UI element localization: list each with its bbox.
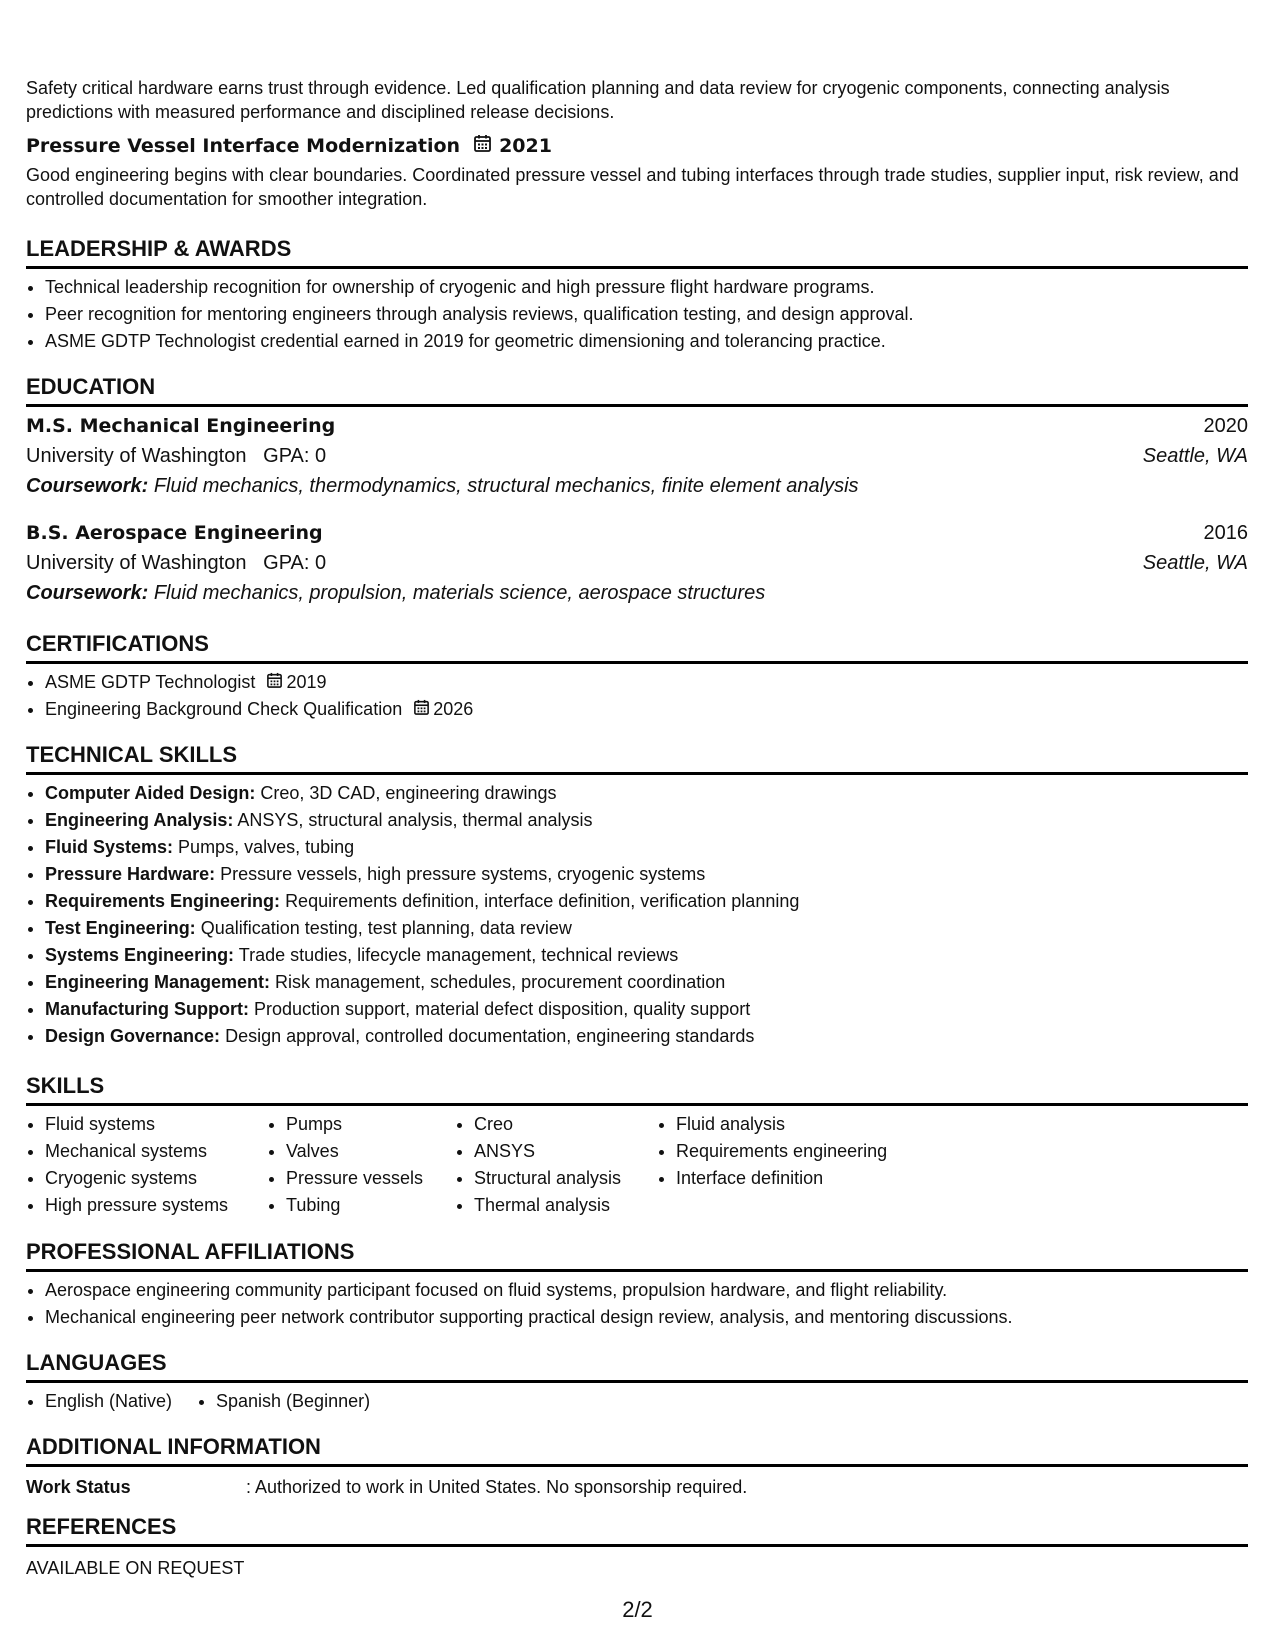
list-item <box>45 1023 1248 1050</box>
list-item: • High pressure systems <box>45 1192 262 1219</box>
section-languages <box>26 1349 1248 1415</box>
calendar-icon <box>474 134 491 158</box>
list-item <box>45 861 1248 888</box>
calendar-icon <box>267 669 282 696</box>
skills-column <box>657 1111 936 1219</box>
section-divider <box>26 266 1248 269</box>
list-item: • Structural analysis <box>474 1165 649 1192</box>
list-item <box>45 915 1248 942</box>
section-divider <box>26 1464 1248 1467</box>
references-text: AVAILABLE ON REQUEST <box>26 1558 245 1578</box>
coursework: Fluid mechanics, propulsion, materials science, aerospace structures <box>153 582 766 604</box>
work-status-value: : Authorized to work in United States. No sponsorship required. <box>246 1477 748 1497</box>
section-heading: CERTIFICATIONS <box>26 631 209 656</box>
section-divider <box>26 661 1248 664</box>
skill-category: Design Governance: <box>45 1026 221 1046</box>
skill-category: Requirements Engineering: <box>45 891 281 911</box>
skill-category: Fluid Systems: <box>45 837 174 857</box>
skill-values: Requirements definition, interface definition, verification planning <box>285 891 800 911</box>
list-item <box>45 942 1248 969</box>
list-item <box>45 888 1248 915</box>
coursework-label: Coursework: <box>26 475 149 497</box>
skills-column <box>267 1111 449 1219</box>
affiliations-list <box>26 1277 1248 1331</box>
skill-values: ANSYS, structural analysis, thermal analysis <box>237 810 593 830</box>
list-item: • Cryogenic systems <box>45 1165 262 1192</box>
coursework: Fluid mechanics, thermodynamics, structural mechanics, finite element analysis <box>153 475 859 497</box>
work-status-label: Work Status <box>26 1477 131 1497</box>
section-divider <box>26 1103 1248 1106</box>
degree-title: M.S. Mechanical Engineering <box>26 415 336 437</box>
section-divider <box>26 1269 1248 1272</box>
list-item: • Creo <box>474 1111 649 1138</box>
coursework-label: Coursework: <box>26 582 149 604</box>
skill-values: Pumps, valves, tubing <box>178 837 355 857</box>
list-item: • Requirements engineering <box>676 1138 936 1165</box>
list-item: • ASME GDTP Technologist credential earned in 2019 for geometric dimensioning and tolerancing practice. <box>45 328 1248 355</box>
calendar-icon <box>414 696 429 723</box>
project-year: 2021 <box>499 135 552 157</box>
skills-columns <box>26 1111 1248 1219</box>
section-skills <box>26 1072 1248 1219</box>
leadership-list <box>26 274 1248 355</box>
list-item: • Peer recognition for mentoring engineers through analysis reviews, qualification testing, and design approval. <box>45 301 1248 328</box>
section-divider <box>26 1380 1248 1383</box>
gpa: GPA: 0 <box>263 445 327 467</box>
skill-values: Creo, 3D CAD, engineering drawings <box>260 783 557 803</box>
education-entry <box>26 518 1248 608</box>
certification-name: • ASME GDTP Technologist <box>45 672 256 692</box>
list-item: • Thermal analysis <box>474 1192 649 1219</box>
project-description: Good engineering begins with clear boundaries. Coordinated pressure vessel and tubing interfaces through trade studies, supplier input, risk review, and controlled documentation for smoother integration. <box>26 165 1239 209</box>
section-heading: TECHNICAL SKILLS <box>26 742 238 767</box>
skills-column <box>455 1111 649 1219</box>
list-item <box>45 969 1248 996</box>
list-item: • Interface definition <box>676 1165 936 1192</box>
languages-list <box>26 1388 1248 1415</box>
section-heading: EDUCATION <box>26 374 156 399</box>
section-heading: REFERENCES <box>26 1514 177 1539</box>
list-item: • Fluid systems <box>45 1111 262 1138</box>
skill-values: Qualification testing, test planning, data review <box>200 918 572 938</box>
graduation-year: 2016 <box>1203 522 1248 544</box>
section-leadership <box>26 235 1248 355</box>
list-item <box>45 996 1248 1023</box>
section-heading: ADDITIONAL INFORMATION <box>26 1434 321 1459</box>
certification-year: 2026 <box>433 699 474 719</box>
section-education <box>26 373 1248 407</box>
graduation-year: 2020 <box>1203 415 1248 437</box>
list-item: • Spanish (Beginner) <box>216 1388 370 1415</box>
list-item <box>45 696 1248 723</box>
page-number: 2/2 <box>622 1597 653 1622</box>
section-technical-skills <box>26 741 1248 1050</box>
school-name: University of Washington <box>26 552 247 574</box>
skill-category: Engineering Management: <box>45 972 271 992</box>
list-item: • Valves <box>286 1138 449 1165</box>
list-item: • Technical leadership recognition for ownership of cryogenic and high pressure flight hardware programs. <box>45 274 1248 301</box>
list-item: • English (Native) <box>45 1388 197 1415</box>
school-location: Seattle, WA <box>1142 552 1248 574</box>
skill-category: Computer Aided Design: <box>45 783 256 803</box>
technical-skills-list <box>26 780 1248 1050</box>
section-certifications <box>26 630 1248 723</box>
list-item <box>45 669 1248 696</box>
project-entry <box>26 76 1248 124</box>
section-affiliations <box>26 1238 1248 1331</box>
list-item: • Pressure vessels <box>286 1165 449 1192</box>
skill-category: Manufacturing Support: <box>45 999 249 1019</box>
project-description: Safety critical hardware earns trust through evidence. Led qualification planning and data review for cryogenic components, connecting analysis predictions with measured performance and disciplined release decisions. <box>26 78 1170 122</box>
skill-values: Risk management, schedules, procurement coordination <box>275 972 726 992</box>
list-item: • Mechanical systems <box>45 1138 262 1165</box>
skill-values: Pressure vessels, high pressure systems, cryogenic systems <box>220 864 706 884</box>
skill-category: Test Engineering: <box>45 918 196 938</box>
list-item: • Tubing <box>286 1192 449 1219</box>
education-entry <box>26 411 1248 501</box>
skill-values: Design approval, controlled documentation, engineering standards <box>225 1026 755 1046</box>
section-heading: LEADERSHIP & AWARDS <box>26 236 292 261</box>
skill-category: Systems Engineering: <box>45 945 235 965</box>
list-item <box>45 807 1248 834</box>
skill-category: Pressure Hardware: <box>45 864 216 884</box>
school-name: University of Washington <box>26 445 247 467</box>
list-item <box>45 834 1248 861</box>
list-item: • Mechanical engineering peer network contributor supporting practical design review, analysis, and mentoring discussions. <box>45 1304 1248 1331</box>
list-item: • Aerospace engineering community participant focused on fluid systems, propulsion hardware, and flight reliability. <box>45 1277 1248 1304</box>
project-entry <box>26 134 1248 211</box>
certification-name: • Engineering Background Check Qualification <box>45 699 403 719</box>
section-references <box>26 1513 1248 1580</box>
list-item <box>45 780 1248 807</box>
section-heading: PROFESSIONAL AFFILIATIONS <box>26 1239 355 1264</box>
list-item: • Pumps <box>286 1111 449 1138</box>
skill-values: Production support, material defect disposition, quality support <box>254 999 751 1019</box>
certification-year: 2019 <box>286 672 327 692</box>
project-title: Pressure Vessel Interface Modernization <box>26 135 461 157</box>
certifications-list <box>26 669 1248 723</box>
degree-title: B.S. Aerospace Engineering <box>26 522 323 544</box>
section-additional-info <box>26 1433 1248 1499</box>
school-location: Seattle, WA <box>1142 445 1248 467</box>
section-divider <box>26 772 1248 775</box>
skill-values: Trade studies, lifecycle management, technical reviews <box>238 945 679 965</box>
section-heading: SKILLS <box>26 1073 105 1098</box>
skills-column <box>26 1111 262 1219</box>
section-divider <box>26 404 1248 407</box>
list-item: • Fluid analysis <box>676 1111 936 1138</box>
gpa: GPA: 0 <box>263 552 327 574</box>
skill-category: Engineering Analysis: <box>45 810 234 830</box>
section-divider <box>26 1544 1248 1547</box>
list-item: • ANSYS <box>474 1138 649 1165</box>
section-heading: LANGUAGES <box>26 1350 167 1375</box>
